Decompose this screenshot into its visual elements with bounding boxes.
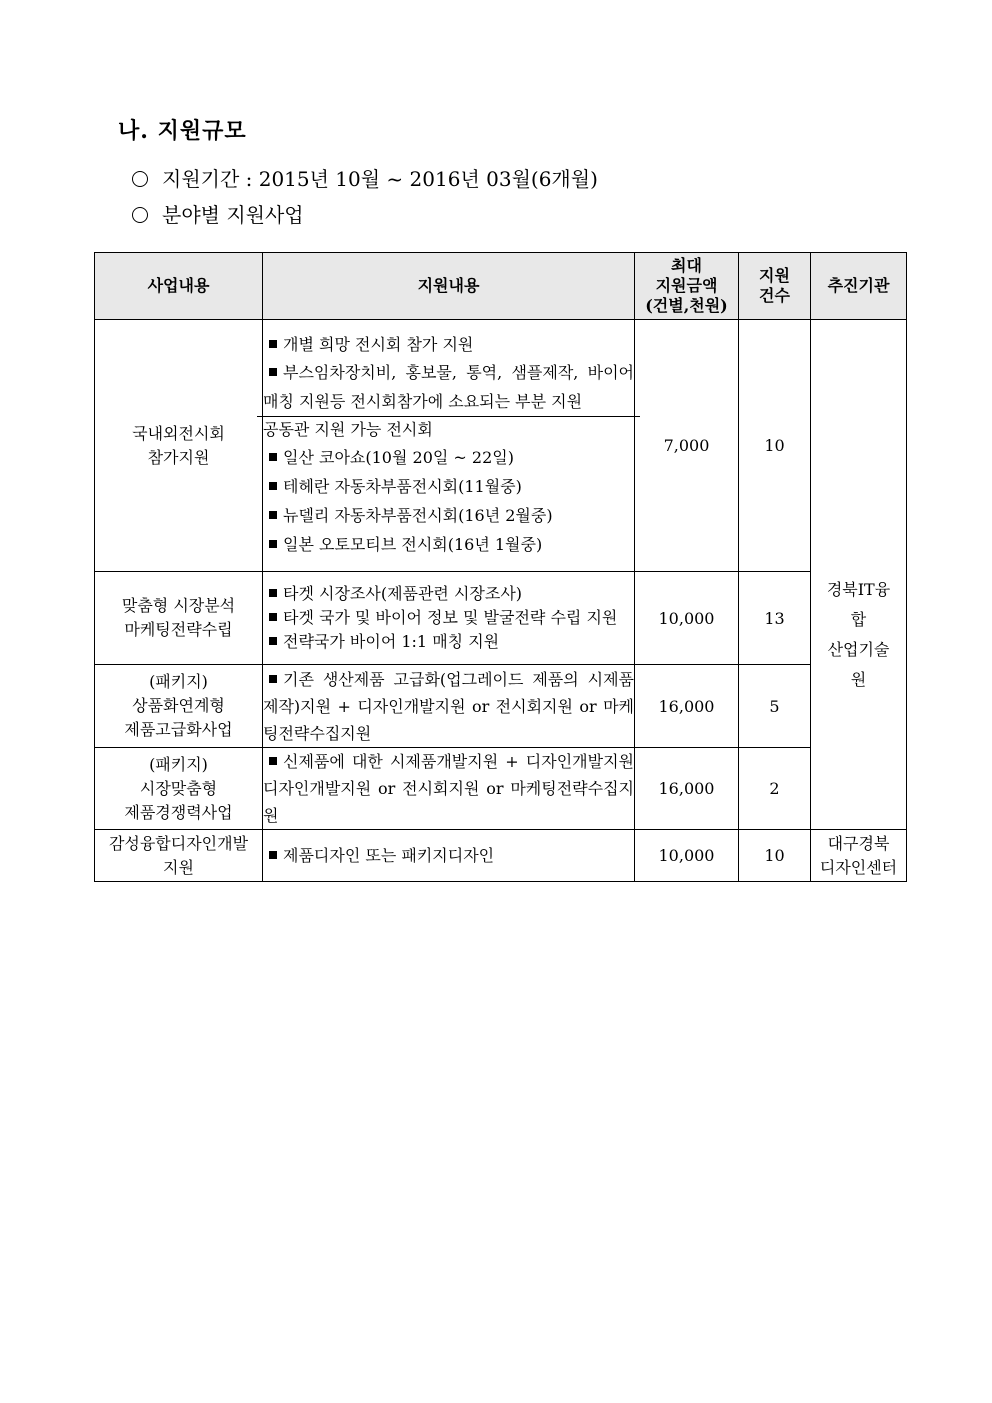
list-item: 기존 생산제품 고급화(업그레이드 제품의 시제품 제작)지원 + 디자인개발지원 or 전시회지원 or 마케팅전략수집지원 [263, 669, 634, 743]
agency-line: 디자인센터 [819, 857, 898, 877]
support-period-line [132, 163, 598, 192]
content-cell [263, 572, 635, 665]
business-cell [95, 748, 263, 830]
content-cell [263, 665, 635, 748]
list-item: 개별 희망 전시회 참가 지원 [263, 332, 634, 358]
square-bullet-icon [269, 851, 277, 859]
support-table [94, 252, 907, 882]
header-content: 지원내용 [263, 253, 635, 320]
square-bullet-icon [269, 368, 277, 376]
header-amount-line2: 지원금액 [655, 276, 718, 295]
header-count-line1: 지원 [759, 266, 790, 285]
table-header-row [95, 253, 907, 320]
business-line: 시장맞춤형 [139, 778, 218, 798]
business-line: 상품화연계형 [132, 696, 225, 715]
list-item: 일본 오토모티브 전시회(16년 1월중) [263, 530, 634, 559]
table-row [95, 320, 907, 572]
square-bullet-icon [269, 675, 277, 683]
circle-bullet-icon [132, 171, 148, 187]
count-cell: 10 [739, 320, 811, 572]
business-line: (패키지) [149, 672, 208, 691]
support-period-text: 지원기간 : 2015년 10월 ~ 2016년 03월(6개월) [162, 167, 598, 191]
amount-cell: 10,000 [635, 830, 739, 882]
content-cell [263, 830, 635, 882]
amount-cell: 7,000 [635, 320, 739, 572]
business-line: 마케팅전략수립 [124, 620, 233, 639]
content-cell [263, 320, 635, 572]
agency-cell [811, 830, 907, 882]
square-bullet-icon [269, 511, 277, 519]
header-amount-line3: (건별,천원) [645, 296, 728, 315]
header-amount-line1: 최대 [671, 256, 702, 275]
business-cell [95, 572, 263, 665]
count-cell: 5 [739, 665, 811, 748]
square-bullet-icon [269, 540, 277, 548]
field-programs-line [132, 199, 304, 228]
list-item: 테헤란 자동차부품전시회(11월중) [263, 472, 634, 501]
sub-heading: 공동관 지원 가능 전시회 [263, 420, 433, 439]
content-cell [263, 748, 635, 830]
agency-line: 경북IT융 [826, 579, 891, 599]
content-divider [257, 416, 640, 559]
agency-line: 합 [850, 609, 867, 629]
square-bullet-icon [269, 482, 277, 490]
square-bullet-icon [269, 589, 277, 597]
list-item: 제품디자인 또는 패키지디자인 [263, 841, 634, 870]
table-row [95, 665, 907, 748]
agency-line: 산업기술 [827, 639, 890, 659]
section-heading: 나. 지원규모 [118, 118, 247, 144]
amount-cell: 10,000 [635, 572, 739, 665]
header-count-line2: 건수 [759, 286, 790, 305]
count-cell: 2 [739, 748, 811, 830]
business-line: 국내외전시회 [132, 423, 225, 443]
agency-line: 대구경북 [827, 833, 890, 853]
amount-cell: 16,000 [635, 665, 739, 748]
list-item: 뉴델리 자동차부품전시회(16년 2월중) [263, 501, 634, 530]
header-business: 사업내용 [95, 253, 263, 320]
square-bullet-icon [269, 637, 277, 645]
list-item: 신제품에 대한 시제품개발지원 + 디자인개발지원 디자인개발지원 or 전시회지원 or 마케팅전략수집지원 [263, 752, 634, 825]
count-cell: 13 [739, 572, 811, 665]
list-item: 일산 코아쇼(10월 20일 ~ 22일) [263, 443, 634, 472]
agency-line: 원 [850, 669, 867, 689]
square-bullet-icon [269, 340, 277, 348]
header-agency: 추진기관 [811, 253, 907, 320]
header-amount [635, 253, 739, 320]
business-line: 제품경쟁력사업 [124, 802, 233, 822]
square-bullet-icon [269, 757, 277, 765]
square-bullet-icon [269, 453, 277, 461]
table-row [95, 572, 907, 665]
business-line: 참가지원 [147, 447, 210, 467]
business-line: 제품고급화사업 [124, 720, 233, 739]
field-programs-text: 분야별 지원사업 [162, 203, 304, 227]
business-cell [95, 830, 263, 882]
business-line: 맞춤형 시장분석 [121, 596, 236, 615]
list-item: 타겟 국가 및 바이어 정보 및 발굴전략 수립 지원 [263, 606, 634, 630]
agency-cell-merged [811, 320, 907, 830]
square-bullet-icon [269, 613, 277, 621]
amount-cell: 16,000 [635, 748, 739, 830]
business-line: 감성융합디자인개발 [108, 833, 249, 853]
list-item: 부스임차장치비, 홍보물, 통역, 샘플제작, 바이어 매칭 지원등 전시회참가에 소요되는 부분 지원 [263, 363, 634, 411]
list-item: 전략국가 바이어 1:1 매칭 지원 [263, 630, 634, 654]
table-row [95, 748, 907, 830]
business-cell [95, 320, 263, 572]
business-cell [95, 665, 263, 748]
table-row [95, 830, 907, 882]
list-item: 타겟 시장조사(제품관련 시장조사) [263, 582, 634, 606]
count-cell: 10 [739, 830, 811, 882]
business-line: (패키지) [149, 754, 208, 774]
header-count [739, 253, 811, 320]
circle-bullet-icon [132, 207, 148, 223]
business-line: 지원 [163, 857, 194, 877]
